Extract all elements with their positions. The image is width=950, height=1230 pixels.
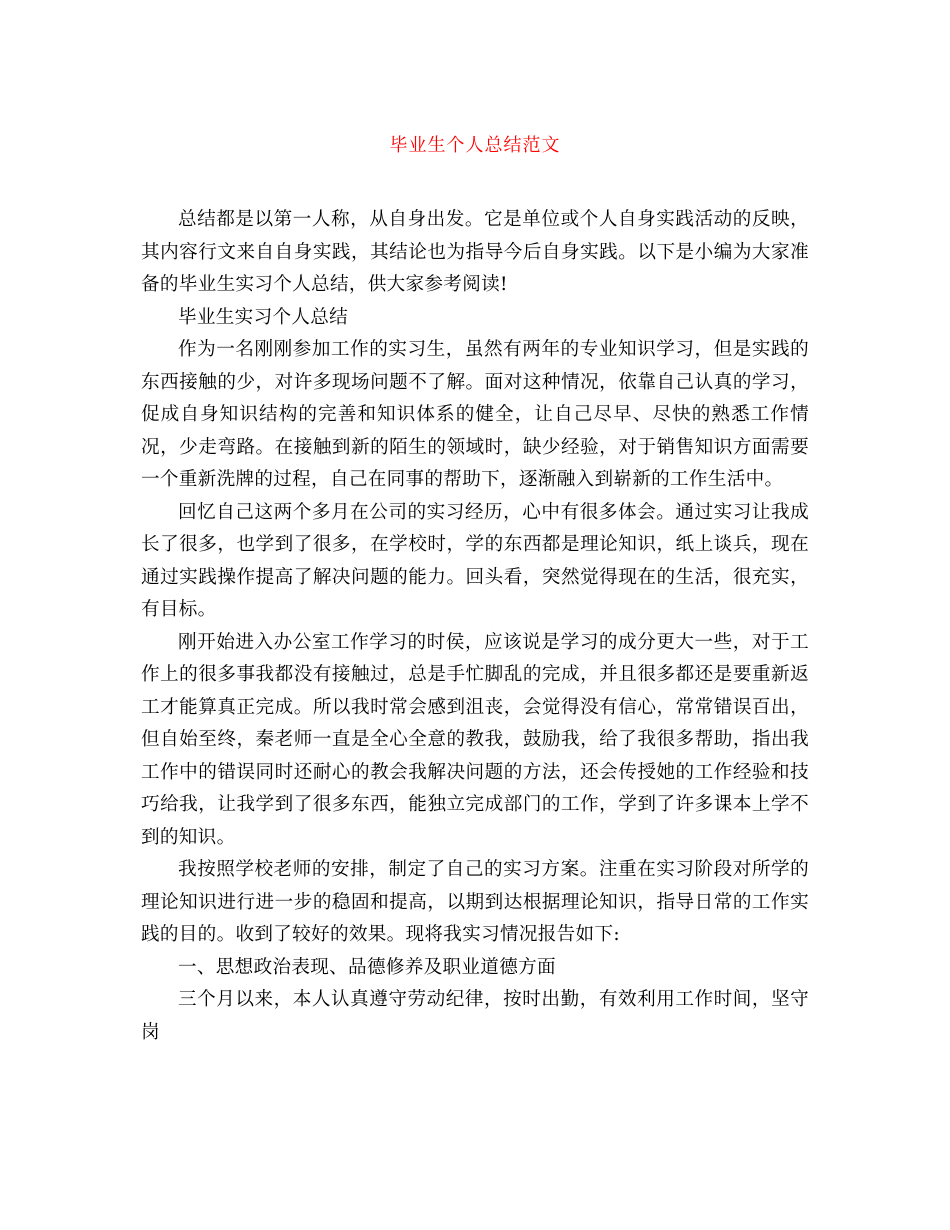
body-paragraph: 回忆自己这两个多月在公司的实习经历，心中有很多体会。通过实习让我成长了很多，也学到了很多，在学校时，学的东西都是理论知识，纸上谈兵，现在通过实践操作提高了解决问题的能力。回头看，突然觉得现在的生活，很充实，有目标。 — [141, 501, 809, 620]
subsection-heading: 一、思想政治表现、品德修养及职业道德方面 — [178, 956, 556, 978]
document-title: 毕业生个人总结范文 — [389, 135, 561, 156]
body-paragraph: 作为一名刚刚参加工作的实习生，虽然有两年的专业知识学习，但是实践的东西接触的少，对许多现场问题不了解。面对这种情况，依靠自己认真的学习，促成自身知识结构的完善和知识体系的健全，让自己尽早、尽快的熟悉工作情况，少走弯路。在接触到新的陌生的领域时，缺少经验，对于销售知识方面需要一个重新洗牌的过程，自己在同事的帮助下，逐渐融入到崭新的工作生活中。 — [141, 339, 809, 490]
document-body — [141, 204, 809, 1049]
body-paragraph: 三个月以来，本人认真遵守劳动纪律，按时出勤，有效利用工作时间，坚守岗 — [141, 989, 809, 1043]
body-paragraph: 刚开始进入办公室工作学习的时侯，应该说是学习的成分更大一些，对于工作上的很多事我都没有接触过，总是手忙脚乱的完成，并且很多都还是要重新返工才能算真正完成。所以我时常会感到沮丧，会觉得没有信心，常常错误百出，但自始至终，秦老师一直是全心全意的教我，鼓励我，给了我很多帮助，指出我工作中的错误同时还耐心的教会我解决问题的方法，还会传授她的工作经验和技巧给我，让我学到了很多东西，能独立完成部门的工作，学到了许多课本上学不到的知识。 — [141, 631, 809, 848]
section-heading: 毕业生实习个人总结 — [178, 306, 349, 328]
body-paragraph: 我按照学校老师的安排，制定了自己的实习方案。注重在实习阶段对所学的理论知识进行进一步的稳固和提高，以期到达根据理论知识，指导日常的工作实践的目的。收到了较好的效果。现将我实习情况报告如下: — [141, 859, 809, 945]
intro-paragraph: 总结都是以第一人称，从自身出发。它是单位或个人自身实践活动的反映，其内容行文来自自身实践，其结论也为指导今后自身实践。以下是小编为大家准备的毕业生实习个人总结，供大家参考阅读! — [141, 209, 809, 295]
